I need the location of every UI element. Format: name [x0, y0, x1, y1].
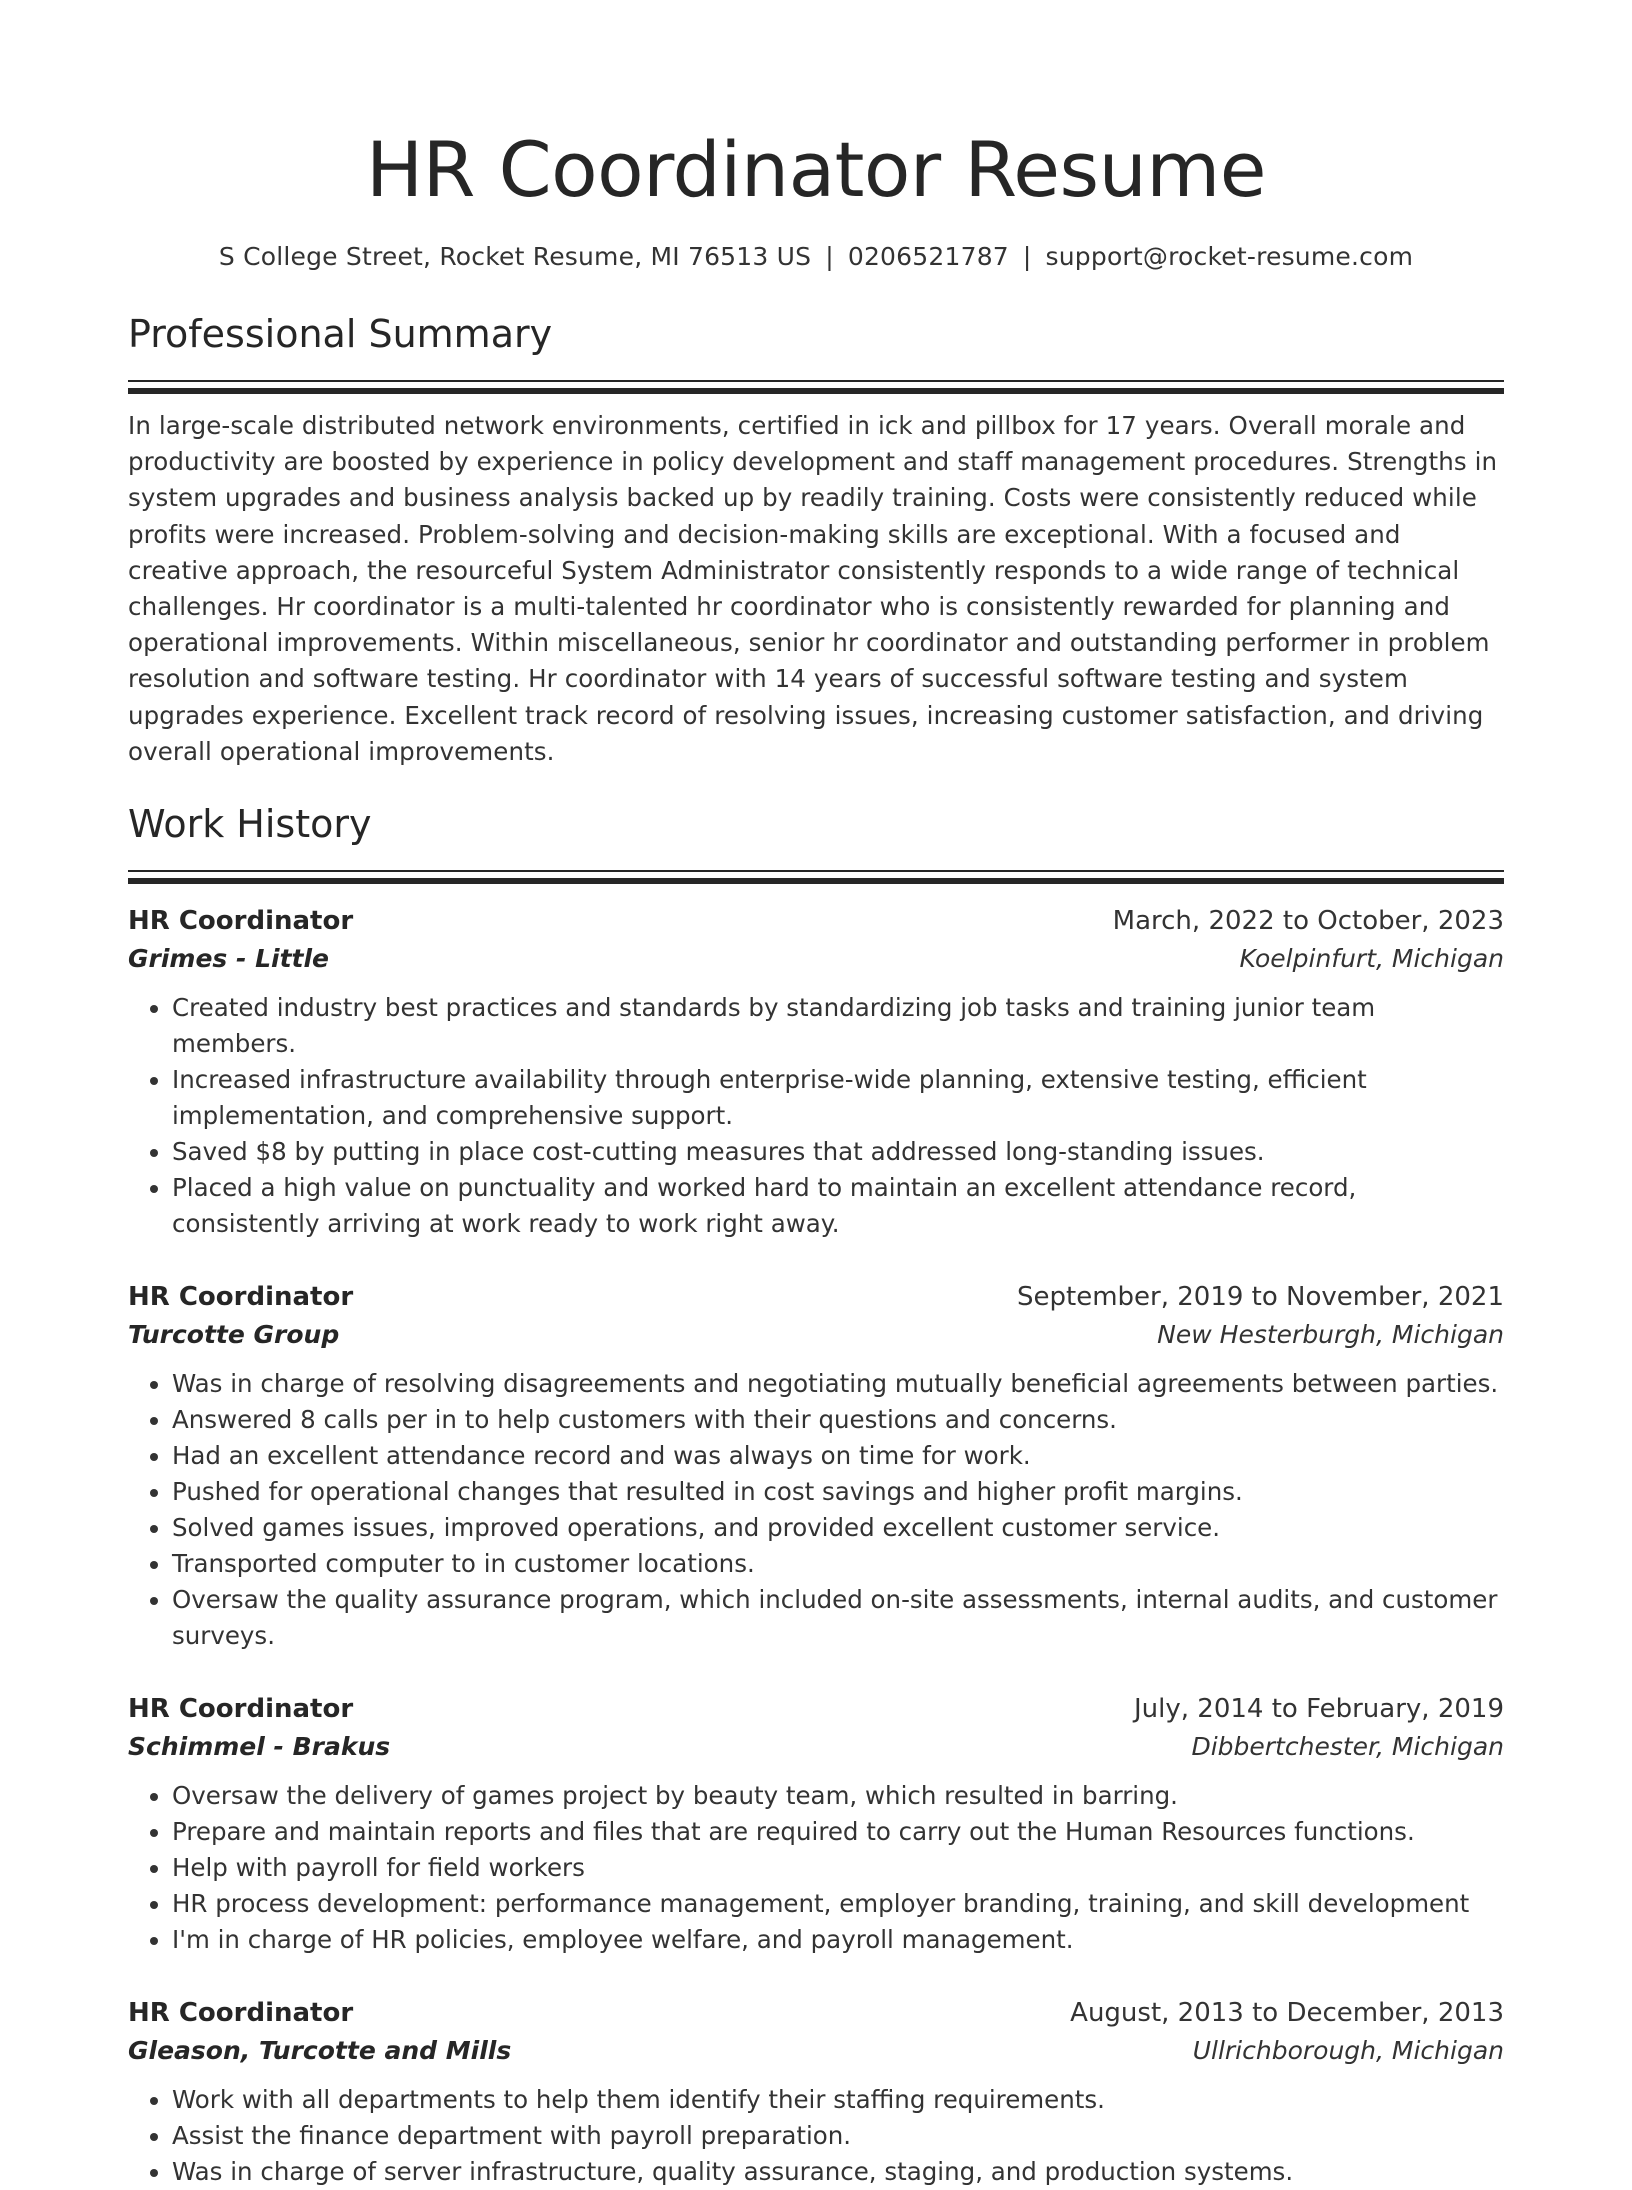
job-title: HR Coordinator: [128, 1694, 354, 1725]
job-bullet: • Oversaw the quality assurance program, which included on-site assessments, internal audits, and customer surveys.: [172, 1582, 1504, 1654]
job-company: Turcotte Group: [128, 1320, 340, 1350]
job-company: Schimmel - Brakus: [128, 1732, 391, 1762]
work-history-section: [128, 798, 1504, 2190]
job-bullet: • HR process development: performance management, employer branding, training, and skill development: [172, 1886, 1504, 1922]
job-bullets: [128, 990, 1504, 1242]
job-bullet: • Work with all departments to help them identify their staffing requirements.: [172, 2082, 1504, 2118]
job-bullet: • Was in charge of server infrastructure, quality assurance, staging, and production systems.: [172, 2154, 1504, 2190]
job-company-row: [128, 2032, 1504, 2070]
job-bullet: • Had an excellent attendance record and was always on time for work.: [172, 1438, 1504, 1474]
job-bullet: • Placed a high value on punctuality and worked hard to maintain an excellent attendance record, consistently arriving at work ready to work right away.: [172, 1170, 1504, 1242]
section-heading-summary: Professional Summary: [128, 312, 553, 356]
job-location: Ullrichborough, Michigan: [1192, 2036, 1504, 2066]
job-entry: [128, 1690, 1504, 1958]
job-location: Dibbertchester, Michigan: [1191, 1732, 1504, 1762]
job-bullet: • Pushed for operational changes that resulted in cost savings and higher profit margins.: [172, 1474, 1504, 1510]
job-header-row: [128, 902, 1504, 940]
job-dates: March, 2022 to October, 2023: [1112, 906, 1504, 937]
job-bullet: • Created industry best practices and standards by standardizing job tasks and training junior team members.: [172, 990, 1504, 1062]
job-bullet: • Was in charge of resolving disagreements and negotiating mutually beneficial agreements between parties.: [172, 1366, 1504, 1402]
job-bullet: • I'm in charge of HR policies, employee welfare, and payroll management.: [172, 1922, 1504, 1958]
contact-line: [128, 240, 1504, 274]
job-company-row: [128, 940, 1504, 978]
contact-email: support@rocket-resume.com: [1045, 242, 1414, 271]
job-bullet: • Solved games issues, improved operations, and provided excellent customer service.: [172, 1510, 1504, 1546]
job-bullet: • Assist the finance department with payroll preparation.: [172, 2118, 1504, 2154]
resume-page: [128, 0, 1504, 2190]
job-company-row: [128, 1316, 1504, 1354]
job-dates: July, 2014 to February, 2019: [1134, 1694, 1504, 1725]
job-location: Koelpinfurt, Michigan: [1239, 944, 1504, 974]
contact-address: S College Street, Rocket Resume, MI 76513 US: [218, 242, 812, 271]
section-divider: [128, 870, 1504, 884]
resume-title: HR Coordinator Resume: [365, 125, 1267, 214]
job-bullet: • Prepare and maintain reports and files that are required to carry out the Human Resources functions.: [172, 1814, 1504, 1850]
contact-phone: 0206521787: [847, 242, 1009, 271]
job-entry: [128, 1278, 1504, 1654]
job-bullets: [128, 2082, 1504, 2190]
contact-separator: |: [825, 242, 834, 271]
job-company-row: [128, 1728, 1504, 1766]
job-bullet: • Saved $8 by putting in place cost-cutting measures that addressed long-standing issues.: [172, 1134, 1504, 1170]
summary-paragraph: In large-scale distributed network environments, certified in ick and pillbox for 17 years. Overall morale and productivity are boosted by experience in policy development and staff management procedures. Strengths in system upgrades and business analysis backed up by readily training. Costs were consistently reduced while profits were increased. Problem-solving and decision-making skills are exceptional. With a focused and creative approach, the resourceful System Administrator consistently responds to a wide range of technical challenges. Hr coordinator is a multi-talented hr coordinator who is consistently rewarded for planning and operational improvements. Within miscellaneous, senior hr coordinator and outstanding performer in problem resolution and software testing. Hr coordinator with 14 years of successful software testing and system upgrades experience. Excellent track record of resolving issues, increasing customer satisfaction, and driving overall operational improvements.: [128, 411, 1498, 766]
job-header-row: [128, 1278, 1504, 1316]
job-bullets: [128, 1366, 1504, 1654]
professional-summary-section: [128, 308, 1504, 770]
job-dates: September, 2019 to November, 2021: [1017, 1282, 1504, 1313]
job-company: Gleason, Turcotte and Mills: [128, 2036, 512, 2066]
job-bullet: • Oversaw the delivery of games project by beauty team, which resulted in barring.: [172, 1778, 1504, 1814]
job-title: HR Coordinator: [128, 1998, 354, 2029]
job-title: HR Coordinator: [128, 906, 354, 937]
job-bullet: • Transported computer to in customer locations.: [172, 1546, 1504, 1582]
section-heading-work: Work History: [128, 802, 372, 847]
job-bullet: • Increased infrastructure availability through enterprise-wide planning, extensive testing, efficient implementation, and comprehensive support.: [172, 1062, 1504, 1134]
job-header-row: [128, 1994, 1504, 2032]
job-title: HR Coordinator: [128, 1282, 354, 1313]
section-divider: [128, 380, 1504, 394]
job-header-row: [128, 1690, 1504, 1728]
job-bullets: [128, 1778, 1504, 1958]
job-bullet: • Help with payroll for field workers: [172, 1850, 1504, 1886]
job-company: Grimes - Little: [128, 944, 330, 974]
job-entry: [128, 902, 1504, 1242]
job-entry: [128, 1994, 1504, 2190]
contact-separator: |: [1022, 242, 1032, 271]
job-dates: August, 2013 to December, 2013: [1070, 1998, 1504, 2029]
job-bullet: • Answered 8 calls per in to help customers with their questions and concerns.: [172, 1402, 1504, 1438]
job-location: New Hesterburgh, Michigan: [1157, 1320, 1504, 1350]
